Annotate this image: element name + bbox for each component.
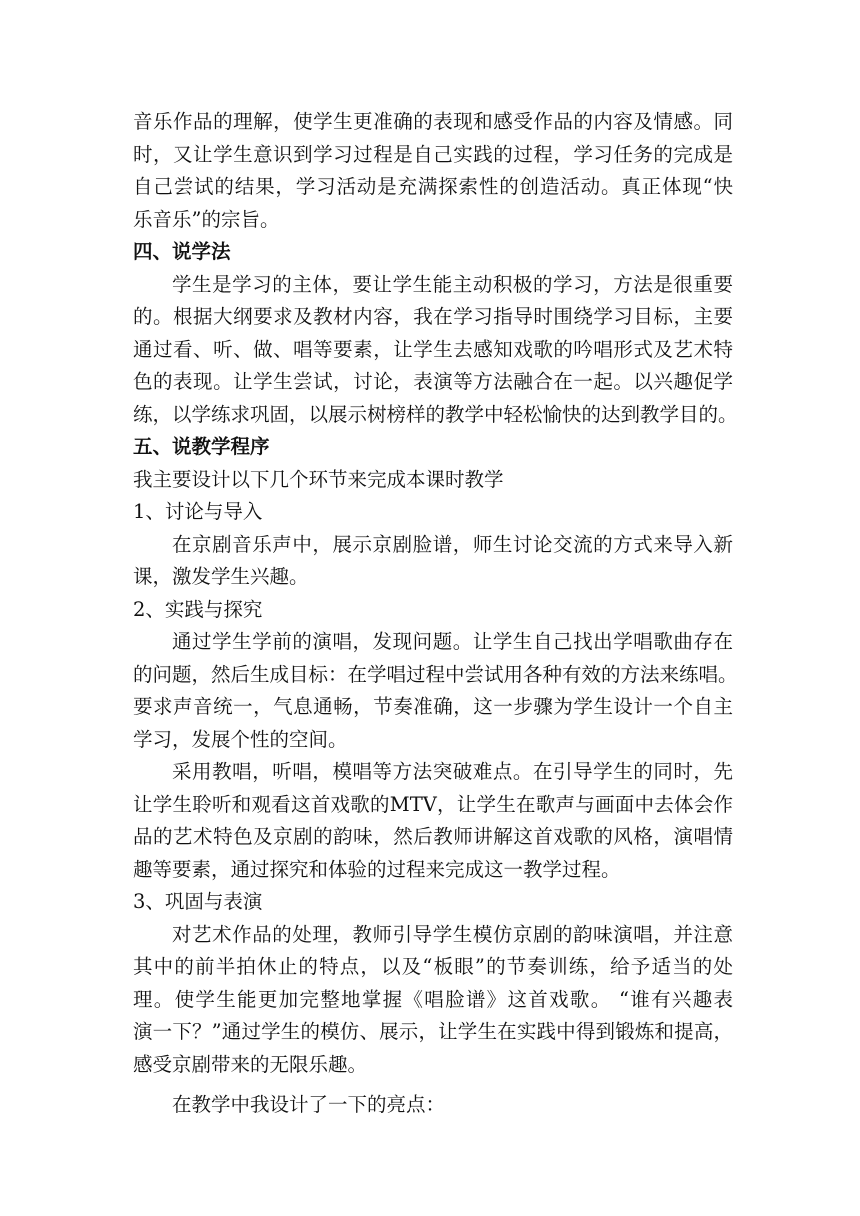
text-line: 的。根据大纲要求及教材内容，我在学习指导时围绕学习目标，主要 xyxy=(133,305,733,328)
text-line: 品的艺术特色及京剧的韵味，然后教师讲解这首戏歌的风格，演唱情 xyxy=(133,825,733,848)
subsection-heading: 2、实践与探究 xyxy=(133,597,263,621)
text-line: 自己尝试的结果，学习活动是充满探索性的创造活动。真正体现“快 xyxy=(133,175,733,198)
text-line: 其中的前半拍休止的特点，以及“板眼”的节奏训练，给予适当的处 xyxy=(133,955,733,978)
paragraph-first-line: 在京剧音乐声中，展示京剧脸谱，师生讨论交流的方式来导入新 xyxy=(172,532,733,556)
section-heading: 四、说学法 xyxy=(133,240,231,263)
text-line: 要求声音统一，气息通畅，节奏准确，这一步骤为学生设计一个自主 xyxy=(133,695,733,718)
text-line: 乐音乐”的宗旨。 xyxy=(133,207,280,231)
text-line: 课，激发学生兴趣。 xyxy=(133,565,309,588)
text-line: 练，以学练求巩固，以展示树榜样的教学中轻松愉快的达到教学目的。 xyxy=(133,402,738,426)
document-page xyxy=(133,106,738,1122)
text-line: 让学生聆听和观看这首戏歌的MTV，让学生在歌声与画面中去体会作 xyxy=(133,792,733,816)
subsection-heading: 3、巩固与表演 xyxy=(133,890,263,913)
text-line: 时，又让学生意识到学习过程是自己实践的过程，学习任务的完成是 xyxy=(133,142,733,166)
text-line: 演一下？”通过学生的模仿、展示，让学生在实践中得到锻炼和提高， xyxy=(133,1020,733,1043)
text-line: 色的表现。让学生尝试，讨论，表演等方法融合在一起。以兴趣促学 xyxy=(133,370,733,393)
text-line: 感受京剧带来的无限乐趣。 xyxy=(133,1052,368,1076)
paragraph-gap xyxy=(133,1081,733,1089)
paragraph-first-line: 在教学中我设计了一下的亮点： xyxy=(172,1093,446,1116)
section-heading: 五、说教学程序 xyxy=(133,435,270,458)
text-line: 趣等要素，通过探究和体验的过程来完成这一教学过程。 xyxy=(133,857,621,881)
paragraph-first-line: 对艺术作品的处理，教师引导学生模仿京剧的韵味演唱，并注意 xyxy=(172,922,733,946)
paragraph-first-line: 通过学生学前的演唱，发现问题。让学生自己找出学唱歌曲存在 xyxy=(172,630,733,653)
text-line: 通过看、听、做、唱等要素，让学生去感知戏歌的吟唱形式及艺术特 xyxy=(133,337,733,361)
text-line: 学习，发展个性的空间。 xyxy=(133,727,348,751)
subsection-heading: 1、讨论与导入 xyxy=(133,500,263,523)
paragraph-first-line: 采用教唱，听唱，模唱等方法突破难点。在引导学生的同时，先 xyxy=(172,760,733,783)
text-line: 理。使学生能更加完整地掌握《唱脸谱》这首戏歌。 “谁有兴趣表 xyxy=(133,987,733,1011)
paragraph-first-line: 学生是学习的主体，要让学生能主动积极的学习，方法是很重要 xyxy=(172,272,733,296)
text-line: 音乐作品的理解，使学生更准确的表现和感受作品的内容及情感。同 xyxy=(133,110,733,133)
text-line: 我主要设计以下几个环节来完成本课时教学 xyxy=(133,467,504,491)
text-line: 的问题，然后生成目标：在学唱过程中尝试用各种有效的方法来练唱。 xyxy=(133,662,738,686)
